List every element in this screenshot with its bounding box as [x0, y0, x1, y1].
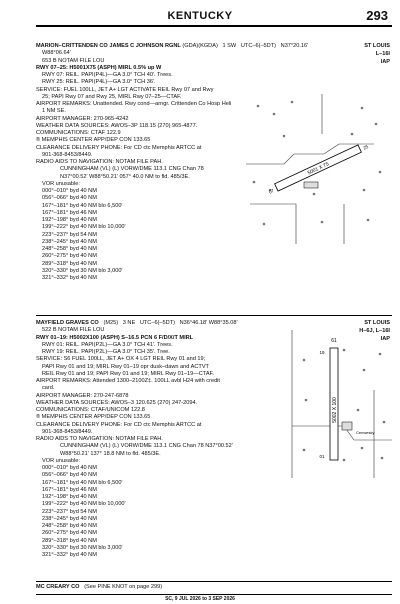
section-divider [36, 315, 392, 316]
detail-line: 192°–198° byd 40 NM [42, 217, 97, 223]
detail-line: 000°–010° byd 40 NM [42, 188, 97, 194]
detail-line: RWY 01–19: H5002X100 (ASPH) S–16.5 PCN 6 F/D/X/T MIRL [36, 334, 194, 341]
header-rule [36, 25, 392, 27]
airport-distance: 1 SW [222, 43, 237, 49]
detail-line: RWY 07–25: H5001X75 (ASPH) MIRL 0.5% up W [36, 64, 162, 71]
detail-line: RWY 19: REIL. PAPI(P2L)—GA 3.0° TCH 35′. Tree. [42, 349, 170, 355]
detail-line: 25; PAPI Rwy 07 and Rwy 25, MIRL Rwy 07–25—CTAF. [42, 93, 182, 100]
airport-ident: (M25) [103, 320, 119, 326]
road-line [250, 204, 296, 244]
detail-line: 320°–330° byd 30 NM blo 3,000′ [42, 267, 123, 274]
airport-name: MARION–CRITTENDEN CO JAMES C JOHNSON RGNL [36, 43, 181, 49]
town-label: Cenwesky [356, 430, 375, 435]
runway-end-label: 01 [319, 454, 325, 459]
detail-line: CLEARANCE DELIVERY PHONE: For CD ctc Memphis ARTCC at [36, 144, 202, 151]
elevation-label: 61 [331, 338, 337, 344]
detail-line: 248°–258° byd 40 NM [42, 246, 97, 252]
detail-line: CLEARANCE DELIVERY PHONE: For CD ctc Memphis ARTCC at [36, 421, 202, 428]
detail-line: 321°–332° byd 40 NM [42, 552, 97, 558]
detail-line: 901-368-8453/8449. [42, 151, 93, 158]
detail-line: 238°–245° byd 40 NM [42, 515, 97, 522]
detail-line: ® MEMPHIS CENTER APP/DEP CON 133.65 [36, 137, 151, 144]
detail-line: SERVICE: FUEL 100LL, JET A+ LGT ACTIVATE REIL Rwy 07 and Rwy [36, 86, 214, 93]
detail-line: 000°–010° byd 40 NM [42, 465, 97, 471]
detail-line: AIRPORT REMARKS: Unattended. Rwy cond—arngr. Crittenden Co Hosp Heli [36, 101, 232, 107]
detail-line: 248°–258° byd 40 NM [42, 523, 97, 529]
section-divider [36, 581, 392, 582]
airport-coords: N37°20.16′ [280, 43, 309, 49]
page-number: 293 [366, 8, 388, 23]
airport-distance: 3 NE [122, 320, 136, 326]
runway-end-label: 19 [319, 350, 325, 355]
detail-line: 289°–318° byd 40 NM [42, 537, 97, 544]
detail-line: 223°–237° byd 54 NM [42, 231, 97, 238]
apron-area [342, 422, 352, 430]
detail-line: 223°–237° byd 54 NM [42, 508, 97, 515]
enroute-ref: H–6J, L–16I [359, 327, 390, 334]
detail-line: 901-368-8453/8449. [42, 428, 93, 435]
detail-line: W88°06.64′ [42, 50, 71, 57]
detail-line: AIRPORT MANAGER: 270-247-6878 [36, 392, 129, 399]
detail-line: 238°–245° byd 40 NM [42, 238, 97, 245]
runway-dimensions: 5001 X 75 [306, 161, 331, 177]
detail-line: 320°–330° byd 30 NM blo 3,000′ [42, 544, 123, 551]
airport-title-line [36, 43, 366, 50]
detail-line: 260°–275° byd 40 NM [42, 530, 97, 537]
detail-line: RWY 25: REIL. PAPI(P4L)—GA 3.0° TCH 36′. [42, 79, 156, 86]
detail-line: AIRPORT REMARKS: Attended 1300–2100Z‡. 100LL avbl H24 with credit [36, 378, 220, 384]
detail-line: VOR unusable: [42, 180, 80, 187]
runway-end-label: 07 [268, 188, 275, 195]
detail-line: 522 B NOTAM FILE LOU [42, 327, 105, 334]
airport-chart-refs [364, 43, 390, 66]
detail-line: 056°–066° byd 40 NM [42, 472, 97, 479]
detail-line: WEATHER DATA SOURCES: AWOS–3 120.625 (270) 247-2094. [36, 399, 198, 406]
airport-diagram-marion [244, 94, 392, 244]
detail-line: 199°–222° byd 40 NM blo 10,000′ [42, 501, 126, 508]
iap-ref: IAP [380, 58, 390, 65]
airport-utc: UTC–6(–5DT) [139, 320, 175, 326]
detail-line: 260°–275° byd 40 NM [42, 253, 97, 260]
detail-line: CUNNINGHAM (VL) (L) VORW/DME 113.1 CNG Chan 78 N37°00.52′ [60, 443, 233, 450]
detail-line: REIL Rwy 01 and 19; PAPI Rwy 01 and 19; MIRL Rwy 01–19—CTAF. [42, 370, 214, 377]
apron-area [304, 182, 318, 188]
airport-entry-mc-creary [36, 584, 162, 590]
airport-title-line [36, 320, 366, 327]
detail-line: 056°–066° byd 40 NM [42, 195, 97, 202]
detail-line: RADIO AIDS TO NAVIGATION: NOTAM FILE PAH. [36, 436, 163, 442]
detail-line: PAPI Rwy 01 and 19; MIRL Rwy 01–19 opr dusk–dawn and ACTVT [42, 363, 209, 370]
sectional-ref: ST LOUIS [364, 43, 390, 49]
page-header [0, 4, 400, 26]
detail-line: RWY 01: REIL. PAPI(P2L)—GA 3.0° TCH 41′. Trees. [42, 341, 173, 348]
runway-dimensions: 5002 X 100 [332, 397, 338, 423]
enroute-ref: L–16I [375, 50, 390, 57]
state-title: KENTUCKY [167, 10, 233, 22]
detail-line: CUNNINGHAM (VL) (L) VORW/DME 113.1 CNG Chan 78 [60, 166, 204, 173]
detail-line: 167°–181° byd 46 NM [42, 486, 97, 493]
footer-rule [36, 594, 392, 595]
detail-line: ® MEMPHIS CENTER APP/DEP CON 133.65 [36, 414, 151, 421]
detail-line: WEATHER DATA SOURCES: AWOS–3P 118.15 (270) 965-4877. [36, 122, 198, 129]
detail-line: VOR unusable: [42, 457, 80, 464]
detail-line: 167°–181° byd 40 NM blo 6,500′ [42, 479, 123, 486]
detail-line: 653 B NOTAM FILE LOU [42, 57, 105, 64]
airport-utc: UTC–6(–5DT) [240, 43, 276, 49]
cross-reference-note: (See PINE KNOT on page 299) [84, 584, 163, 590]
detail-line: 192°–198° byd 40 NM [42, 494, 97, 500]
detail-line: N37°00.52′ W88°50.21′ 057° 40.0 NM to fld. 485/3E. [60, 173, 190, 180]
detail-line: 167°–181° byd 46 NM [42, 209, 97, 216]
detail-line: 167°–181° byd 40 NM blo 6,500′ [42, 202, 123, 209]
airport-coords: N36°46.18′ W88°35.08′ [179, 320, 238, 326]
detail-line: 289°–318° byd 40 NM [42, 260, 97, 267]
airport-ident: (GDA)(KGDA) [182, 43, 218, 49]
detail-line: RWY 07: REIL. PAPI(P4L)—GA 3.0° TCH 40′. Trees. [42, 72, 173, 78]
detail-line: card. [42, 385, 55, 392]
runway-01-19 [319, 348, 338, 460]
runway-end-label: 25 [362, 144, 370, 151]
detail-line: 199°–222° byd 40 NM blo 10,000′ [42, 224, 126, 231]
sectional-ref: ST LOUIS [364, 320, 390, 326]
detail-line: SERVICE: S6 FUEL 100LL, JET A+ OX 4 LGT REIL Rwy 01 and 19; [36, 356, 206, 363]
iap-ref: IAP [380, 335, 390, 342]
detail-line: RADIO AIDS TO NAVIGATION: NOTAM FILE PAH. [36, 159, 163, 165]
airport-name: MAYFIELD GRAVES CO [36, 320, 99, 326]
detail-line: COMMUNICATIONS: CTAF 122.9 [36, 130, 121, 136]
effective-dates: SC, 9 JUL 2026 to 3 SEP 2026 [165, 596, 235, 602]
detail-line: COMMUNICATIONS: CTAF/UNICOM 122.8 [36, 407, 145, 413]
detail-line: 1 NM SE. [42, 108, 66, 115]
airport-diagram-mayfield [284, 327, 392, 478]
detail-line: 321°–332° byd 40 NM [42, 275, 97, 281]
detail-line: AIRPORT MANAGER: 270-965-4242 [36, 115, 129, 122]
airport-name: MC CREARY CO [36, 584, 80, 590]
detail-line: W88°50.21′ 137° 18.8 NM to fld. 485/3E. [60, 450, 161, 457]
